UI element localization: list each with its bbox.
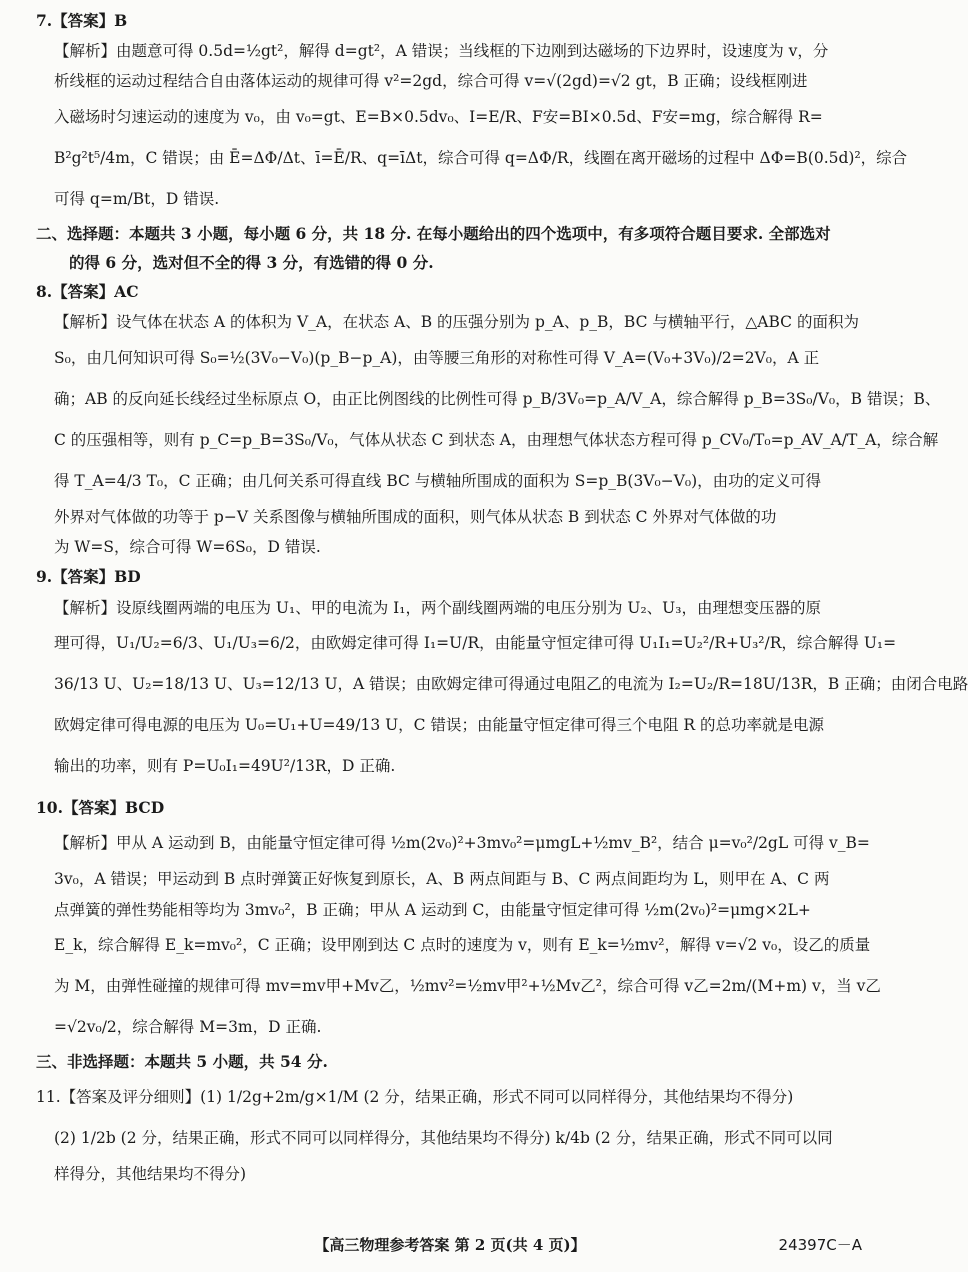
q10-explain-line-5: 为 M，由弹性碰撞的规律可得 mv=mv甲+Mv乙，½mv²=½mv甲²+½Mv乙²，综合可得 v乙=2m/(M+m) v，当 v乙 [54, 976, 881, 995]
q8-explain-line-2: S₀，由几何知识可得 S₀=½(3V₀−V₀)(p_B−p_A)，由等腰三角形的对称性可得 V_A=(V₀+3V₀)/2=2V₀，A 正 [54, 348, 820, 367]
q7-explain-line-2: 析线框的运动过程结合自由落体运动的规律可得 v²=2gd，综合可得 v=√(2gd)=√2 gt，B 正确；设线框刚进 [54, 72, 808, 91]
q10-explain-line-1: 【解析】甲从 A 运动到 B，由能量守恒定律可得 ½m(2v₀)²+3mv₀²=μmgL+½mv_B²，结合 μ=v₀²/2gL 可得 v_B= [54, 834, 870, 853]
section-2-line-2: 的得 6 分，选对但不全的得 3 分，有选错的得 0 分. [69, 252, 434, 272]
q7-answer-head: 7.【答案】B [36, 11, 128, 30]
q9-explain-line-2: 理可得，U₁/U₂=6/3、U₁/U₃=6/2，由欧姆定律可得 I₁=U/R，由能量守恒定律可得 U₁I₁=U₂²/R+U₃²/R，综合解得 U₁= [54, 633, 897, 652]
question-7 [36, 6, 908, 220]
q9-explain-line-1: 【解析】设原线圈两端的电压为 U₁、甲的电流为 I₁，两个副线圈两端的电压分别为 U₂、U₃，由理想变压器的原 [54, 598, 821, 617]
q10-explain-line-3: 点弹簧的弹性势能相等均为 3mv₀²，B 正确；甲从 A 运动到 C，由能量守恒定律可得 ½m(2v₀)²=μmg×2L+ [54, 900, 811, 919]
question-8 [36, 277, 941, 562]
q11-line-2: (2) 1/2b (2 分，结果正确，形式不同可以同样得分，其他结果均不得分) k/4b (2 分，结果正确，形式不同可以同 [54, 1128, 833, 1147]
q7-explain-line-1: 【解析】由题意可得 0.5d=½gt²，解得 d=gt²，A 错误；当线框的下边刚到达磁场的下边界时，设速度为 v，分 [54, 42, 829, 61]
section-3-line: 三、非选择题：本题共 5 小题，共 54 分. [36, 1051, 328, 1071]
q8-explain-line-3: 确；AB 的反向延长线经过坐标原点 O，由正比例图线的比例性可得 p_B/3V₀=p_A/V_A，综合解得 p_B=3S₀/V₀，B 错误；B、 [54, 389, 941, 408]
q10-explain-line-4: E_k，综合解得 E_k=mv₀²，C 正确；设甲刚到达 C 点时的速度为 v，则有 E_k=½mv²，解得 v=√2 v₀，设乙的质量 [54, 935, 871, 954]
q7-explain-line-3: 入磁场时匀速运动的速度为 v₀，由 v₀=gt、E=B×0.5dv₀、I=E/R、F安=BI×0.5d、F安=mg，综合解得 R= [54, 107, 823, 126]
q8-explain-line-4: C 的压强相等，则有 p_C=p_B=3S₀/V₀，气体从状态 C 到状态 A，由理想气体状态方程可得 p_CV₀/T₀=p_AV_A/T_A，综合解 [54, 430, 939, 449]
q8-explain-line-6: 外界对气体做的功等于 p−V 关系图像与横轴所围成的面积，则气体从状态 B 到状态 C 外界对气体做的功 [54, 507, 777, 526]
q9-explain-line-4: 欧姆定律可得电源的电压为 U₀=U₁+U=49/13 U，C 错误；由能量守恒定律可得三个电阻 R 的总功率就是电源 [54, 715, 824, 734]
section-3-heading [36, 1048, 866, 1077]
q10-explain-line-2: 3v₀，A 错误；甲运动到 B 点时弹簧正好恢复到原长，A、B 两点间距与 B、C 两点间距均为 L，则甲在 A、C 两 [54, 870, 830, 889]
question-9 [36, 562, 968, 787]
q7-explain-line-5: 可得 q=m/Bt，D 错误. [54, 189, 220, 208]
footer-title: 【高三物理参考答案 第 2 页(共 4 页)】 [314, 1236, 586, 1254]
q8-explain-line-5: 得 T_A=4/3 T₀，C 正确；由几何关系可得直线 BC 与横轴所围成的面积为 S=p_B(3V₀−V₀)，由功的定义可得 [54, 471, 822, 490]
q8-answer-head: 8.【答案】AC [36, 282, 139, 302]
q7-explain-line-4: B²g²t⁵/4m，C 错误；由 Ē=ΔΦ/Δt、ī=Ē/R、q=īΔt，综合可得 q=ΔΦ/R，线圈在离开磁场的过程中 ΔΦ=B(0.5d)²，综合 [54, 148, 908, 167]
page-footer [0, 1234, 900, 1262]
q9-answer-head: 9.【答案】BD [36, 567, 141, 587]
question-10 [36, 793, 881, 1048]
q9-explain-line-3: 36/13 U、U₂=18/13 U、U₃=12/13 U，A 错误；由欧姆定律可得通过电阻乙的电流为 I₂=U₂/R=18U/13R，B 正确；由闭合电路 [54, 674, 968, 693]
q8-explain-line-1: 【解析】设气体在状态 A 的体积为 V_A，在状态 A、B 的压强分别为 p_A、p_B，BC 与横轴平行，△ABC 的面积为 [54, 313, 859, 332]
q9-explain-line-5: 输出的功率，则有 P=U₀I₁=49U²/13R，D 正确. [54, 756, 396, 775]
q11-line-1: 11.【答案及评分细则】(1) 1/2g+2m/g×1/M (2 分，结果正确，形式不同可以同样得分，其他结果均不得分) [36, 1087, 794, 1106]
section-2-line-1: 二、选择题：本题共 3 小题，每小题 6 分，共 18 分. 在每小题给出的四个选项中，有多项符合题目要求. 全部选对 [36, 223, 831, 243]
section-2-heading [36, 220, 866, 277]
question-11 [36, 1077, 866, 1189]
footer-code: 24397C－A [778, 1236, 862, 1254]
q10-answer-head: 10.【答案】BCD [36, 798, 165, 817]
q11-line-3: 样得分，其他结果均不得分) [54, 1164, 247, 1183]
q10-explain-line-6: =√2v₀/2，综合解得 M=3m，D 正确. [54, 1017, 322, 1036]
q8-explain-line-7: 为 W=S，综合可得 W=6S₀，D 错误. [54, 538, 321, 557]
